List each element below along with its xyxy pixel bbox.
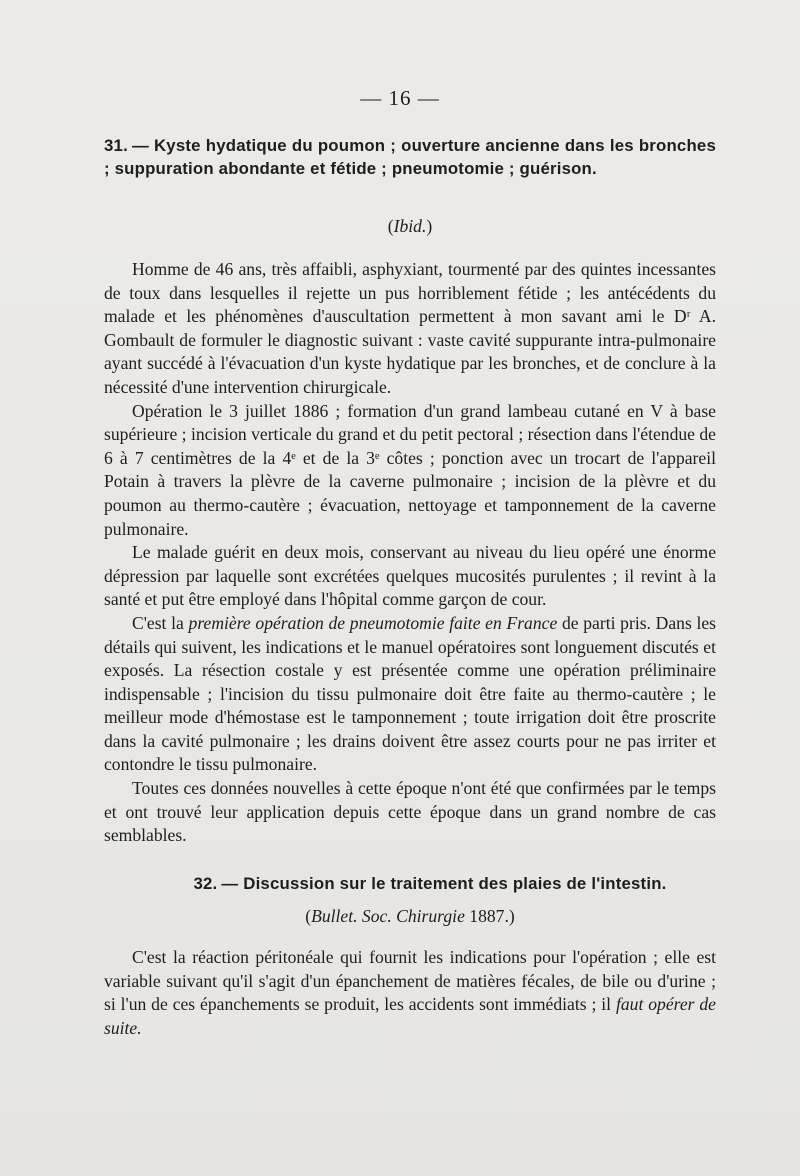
section-32-title: — Discussion sur le traitement des plaies de l'intestin. bbox=[221, 874, 667, 893]
section-32-paragraph-emphasis: faut opérer de suite. bbox=[104, 994, 716, 1038]
section-32-number: 32. bbox=[193, 874, 218, 893]
section-32-source-text: Bullet. Soc. Chirurgie bbox=[311, 906, 465, 926]
section-32-paragraph-text: C'est la réaction péritonéale qui fournit les indications pour l'opération ; elle est variable suivant qu'il s'agit d'un épanchement de matières fécales, de bile ou d'urine ; si l'un de ces épanchements se produit, les accidents sont immédiats ; il bbox=[104, 947, 716, 1015]
section-31-paragraph-4 bbox=[104, 612, 716, 777]
para-4-text-after: de parti pris. Dans les détails qui suivent, les indications et le manuel opératoires sont longuement discutés et exposés. La résection costale y est présentée comme une opération préliminaire indispensable ; l'incision du tissu pulmonaire doit être faite au thermo-cautère ; le meilleur mode d'hémostase est le tamponnement ; toute irrigation doit être proscrite dans la cavité pulmonaire ; les drains doivent être assez courts pour ne pas irriter et contondre le tissu pulmonaire. bbox=[104, 612, 717, 775]
section-31-number: 31. bbox=[104, 136, 128, 155]
para-4-emphasis: première opération de pneumotomie faite en France bbox=[188, 612, 558, 633]
section-32-body bbox=[104, 946, 716, 1040]
page-number: — 16 — bbox=[360, 86, 440, 110]
section-32-paragraph-1 bbox=[104, 946, 716, 1040]
section-31-paragraph-1: Homme de 46 ans, très affaibli, asphyxiant, tourmenté par des quintes incessantes de toux dans lesquelles il rejette un pus horriblement fétide ; les antécédents du malade et les phénomènes d'auscultation permettent à mon savant ami le Dʳ A. Gombault de formuler le diagnostic suivant : vaste cavité suppurante intra-pulmonaire ayant succédé à l'évacuation d'un kyste hydatique par les bronches, et de conclure à la nécessité d'une intervention chirurgicale. bbox=[104, 259, 716, 397]
section-32-source: (Bullet. Soc. Chirurgie 1887.) bbox=[305, 906, 515, 926]
section-31-paragraph-5: Toutes ces données nouvelles à cette époque n'ont été que confirmées par le temps et ont trouvé leur application depuis cette époque dans un grand nombre de cas semblables. bbox=[104, 778, 716, 846]
section-31-heading bbox=[104, 134, 716, 180]
section-32-heading bbox=[104, 872, 716, 895]
section-31-source: (Ibid.) bbox=[387, 216, 433, 236]
para-4-text-before: C'est la bbox=[132, 612, 184, 633]
section-31-paragraph-2: Opération le 3 juillet 1886 ; formation d'un grand lambeau cutané en V à base supérieure ; incision verticale du grand et du petit pectoral ; résection dans l'étendue de 6 à 7 centimètres de la 4ᵉ et de la 3ᵉ côtes ; ponction avec un trocart de l'appareil Potain à travers la plèvre de la caverne pulmonaire ; incision de la plèvre et du poumon au thermo-cautère ; évacuation, nettoyage et tamponnement de la caverne pulmonaire. bbox=[104, 400, 716, 539]
section-31-source-text: Ibid. bbox=[393, 216, 427, 236]
section-31-title: — Kyste hydatique du poumon ; ouverture ancienne dans les bronches ; suppuration abondante et fétide ; pneumotomie ; guérison. bbox=[104, 136, 716, 178]
section-31-body bbox=[104, 258, 716, 848]
section-32-source-year: 1887. bbox=[469, 906, 509, 926]
section-31-paragraph-3: Le malade guérit en deux mois, conservant au niveau du lieu opéré une énorme dépression par laquelle sont excrétées quelques mucosités purulentes ; il revint à la santé et put être employé dans l'hôpital comme garçon de cour. bbox=[104, 542, 716, 610]
